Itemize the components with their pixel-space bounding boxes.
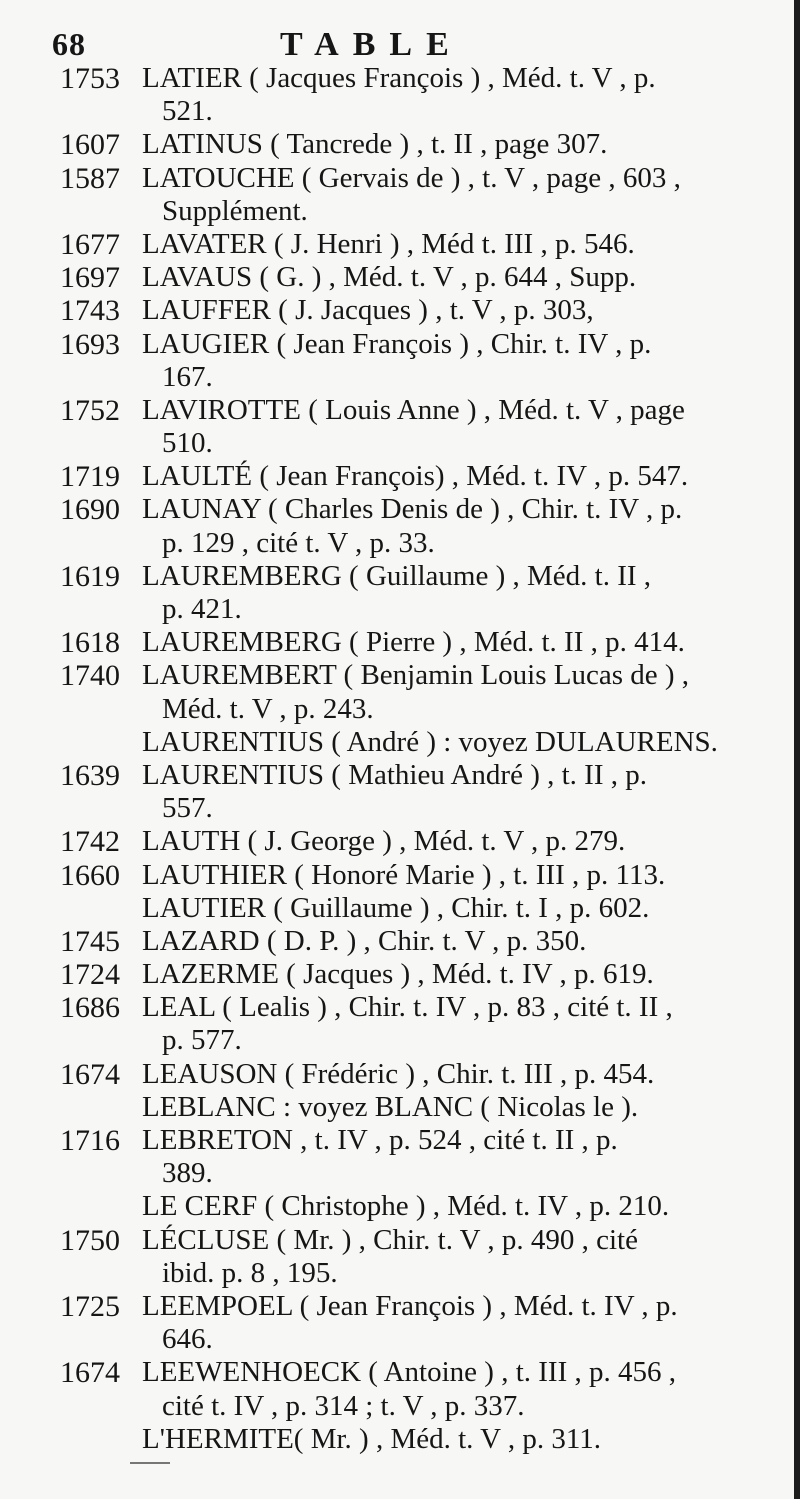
entry-year: 1716	[60, 1124, 120, 1157]
entry-text: LAUREMBERT ( Benjamin Louis Lucas de ) ,	[142, 659, 690, 692]
entry-year: 1618	[60, 626, 120, 660]
entry-continuation-line	[0, 1157, 800, 1190]
index-entry	[0, 759, 800, 825]
entry-line	[0, 726, 800, 759]
entry-line	[0, 394, 800, 427]
entry-line	[0, 1091, 800, 1124]
entry-line	[0, 1423, 800, 1456]
running-head: TABLE	[280, 26, 463, 63]
entry-year: 1725	[60, 1289, 120, 1323]
entry-text: LAUREMBERG ( Guillaume ) , Méd. t. II ,	[142, 559, 652, 592]
entry-text: LAUFFER ( J. Jacques ) , t. V , p. 303,	[142, 294, 594, 327]
entry-continuation-line	[0, 361, 800, 394]
entry-line	[0, 162, 800, 195]
entry-text: LAUREMBERG ( Pierre ) , Méd. t. II , p. 414.	[142, 626, 685, 659]
entry-text: LAVIROTTE ( Louis Anne ) , Méd. t. V , page	[142, 393, 685, 426]
entry-text: LEAUSON ( Frédéric ) , Chir. t. III , p. 454.	[142, 1057, 655, 1090]
entry-line	[0, 892, 800, 925]
entry-continuation-text: p. 421.	[162, 593, 242, 625]
entry-continuation-line	[0, 593, 800, 626]
entry-year: 1674	[60, 1057, 120, 1091]
entry-text: LAURENTIUS ( André ) : voyez DULAURENS.	[142, 725, 718, 758]
index-entry	[0, 294, 800, 327]
entry-text: LEEMPOEL ( Jean François ) , Méd. t. IV , p.	[142, 1289, 678, 1322]
entry-year: 1742	[60, 825, 120, 859]
entry-year: 1740	[60, 659, 120, 693]
index-entry	[0, 394, 800, 460]
entry-year: 1587	[60, 161, 120, 195]
entry-text: LE CERF ( Christophe ) , Méd. t. IV , p. 210.	[142, 1190, 670, 1223]
entry-text: LEAL ( Lealis ) , Chir. t. IV , p. 83 , cité t. II ,	[142, 991, 673, 1024]
entry-text: LAVATER ( J. Henri ) , Méd t. III , p. 546.	[142, 227, 635, 260]
entry-text: L'HERMITE( Mr. ) , Méd. t. V , p. 311.	[142, 1422, 602, 1455]
index-entries	[0, 62, 800, 1456]
entry-text: LAZARD ( D. P. ) , Chir. t. V , p. 350.	[142, 924, 587, 957]
entry-text: LAUNAY ( Charles Denis de ) , Chir. t. IV , p.	[142, 493, 683, 526]
entry-line	[0, 1224, 800, 1257]
index-entry	[0, 626, 800, 659]
index-entry	[0, 726, 800, 759]
entry-line	[0, 859, 800, 892]
entry-line	[0, 659, 800, 692]
entry-year: 1743	[60, 294, 120, 328]
entry-text: LAUGIER ( Jean François ) , Chir. t. IV , p.	[142, 327, 652, 360]
entry-text: LAVAUS ( G. ) , Méd. t. V , p. 644 , Supp.	[142, 261, 637, 294]
entry-line	[0, 460, 800, 493]
entry-line	[0, 128, 800, 161]
index-entry	[0, 493, 800, 559]
index-entry	[0, 925, 800, 958]
entry-continuation-line	[0, 1257, 800, 1290]
index-entry	[0, 128, 800, 161]
entry-line	[0, 294, 800, 327]
entry-year: 1724	[60, 958, 120, 992]
entry-year: 1607	[60, 128, 120, 162]
index-entry	[0, 1190, 800, 1223]
entry-year: 1719	[60, 460, 120, 494]
entry-year: 1752	[60, 393, 120, 427]
index-entry	[0, 859, 800, 892]
entry-line	[0, 958, 800, 991]
entry-line	[0, 991, 800, 1024]
entry-line	[0, 62, 800, 95]
index-entry	[0, 1058, 800, 1091]
entry-continuation-text: 557.	[162, 792, 213, 825]
index-entry	[0, 892, 800, 925]
entry-year: 1639	[60, 758, 120, 792]
page-bottom-mark	[130, 1462, 170, 1464]
entry-continuation-text: Supplément.	[162, 194, 308, 227]
entry-year: 1690	[60, 493, 120, 527]
page-number: 68	[52, 26, 86, 62]
entry-continuation-text: 510.	[162, 427, 213, 460]
entry-continuation-text: p. 129 , cité t. V , p. 33.	[162, 526, 435, 559]
entry-continuation-line	[0, 1024, 800, 1057]
index-entry	[0, 1091, 800, 1124]
entry-year: 1674	[60, 1356, 120, 1390]
entry-year: 1677	[60, 227, 120, 261]
entry-year: 1693	[60, 327, 120, 361]
index-entry	[0, 1224, 800, 1290]
entry-line	[0, 1124, 800, 1157]
entry-continuation-text: 167.	[162, 360, 213, 393]
entry-continuation-line	[0, 1323, 800, 1356]
entry-continuation-text: 521.	[162, 95, 213, 128]
entry-continuation-line	[0, 693, 800, 726]
entry-year: 1660	[60, 858, 120, 892]
entry-continuation-text: p. 577.	[162, 1024, 242, 1057]
index-entry	[0, 1423, 800, 1456]
entry-year: 1619	[60, 559, 120, 593]
entry-text: LEBRETON , t. IV , p. 524 , cité t. II , p.	[142, 1124, 618, 1156]
index-entry	[0, 958, 800, 991]
entry-year: 1686	[60, 991, 120, 1025]
index-entry	[0, 62, 800, 128]
index-entry	[0, 460, 800, 493]
entry-text: LEEWENHOECK ( Antoine ) , t. III , p. 456 ,	[142, 1356, 676, 1389]
entry-text: LAULTÉ ( Jean François) , Méd. t. IV , p. 547.	[142, 460, 689, 493]
entry-text: LÉCLUSE ( Mr. ) , Chir. t. V , p. 490 , cité	[142, 1223, 638, 1256]
entry-text: LAZERME ( Jacques ) , Méd. t. IV , p. 619.	[142, 958, 654, 991]
entry-continuation-text: 389.	[162, 1157, 213, 1190]
entry-text: LATOUCHE ( Gervais de ) , t. V , page , 603 ,	[142, 161, 681, 194]
entry-continuation-text: ibid. p. 8 , 195.	[162, 1256, 338, 1289]
entry-text: LAUTH ( J. George ) , Méd. t. V , p. 279.	[142, 825, 626, 858]
entry-year: 1697	[60, 261, 120, 295]
entry-continuation-line	[0, 95, 800, 128]
entry-continuation-text: Méd. t. V , p. 243.	[162, 692, 374, 725]
index-entry	[0, 1124, 800, 1190]
index-entry	[0, 560, 800, 626]
entry-line	[0, 1058, 800, 1091]
entry-line	[0, 825, 800, 858]
entry-year: 1750	[60, 1223, 120, 1257]
entry-text: LAUTHIER ( Honoré Marie ) , t. III , p. 113.	[142, 858, 666, 891]
entry-year: 1753	[60, 62, 120, 95]
index-entry	[0, 228, 800, 261]
entry-line	[0, 560, 800, 593]
entry-text: LEBLANC : voyez BLANC ( Nicolas le ).	[142, 1090, 639, 1123]
index-entry	[0, 991, 800, 1057]
page-edge-shadow	[794, 0, 800, 1499]
index-entry	[0, 1290, 800, 1356]
entry-continuation-line	[0, 195, 800, 228]
entry-line	[0, 261, 800, 294]
entry-text: LATIER ( Jacques François ) , Méd. t. V , p.	[142, 62, 656, 94]
entry-continuation-text: 646.	[162, 1323, 213, 1356]
entry-line	[0, 493, 800, 526]
index-entry	[0, 162, 800, 228]
entry-continuation-line	[0, 1390, 800, 1423]
index-entry	[0, 825, 800, 858]
entry-continuation-line	[0, 427, 800, 460]
index-entry	[0, 261, 800, 294]
entry-text: LAUTIER ( Guillaume ) , Chir. t. I , p. 602.	[142, 891, 650, 924]
entry-continuation-line	[0, 527, 800, 560]
entry-year: 1745	[60, 924, 120, 958]
index-entry	[0, 659, 800, 725]
entry-continuation-line	[0, 792, 800, 825]
entry-line	[0, 1190, 800, 1223]
entry-line	[0, 759, 800, 792]
entry-line	[0, 328, 800, 361]
entry-line	[0, 626, 800, 659]
entry-line	[0, 925, 800, 958]
index-entry	[0, 328, 800, 394]
entry-line	[0, 1356, 800, 1389]
entry-continuation-text: cité t. IV , p. 314 ; t. V , p. 337.	[162, 1389, 525, 1422]
index-entry	[0, 1356, 800, 1422]
entry-text: LAURENTIUS ( Mathieu André ) , t. II , p.	[142, 758, 647, 791]
entry-line	[0, 228, 800, 261]
entry-text: LATINUS ( Tancrede ) , t. II , page 307.	[142, 128, 608, 161]
entry-line	[0, 1290, 800, 1323]
